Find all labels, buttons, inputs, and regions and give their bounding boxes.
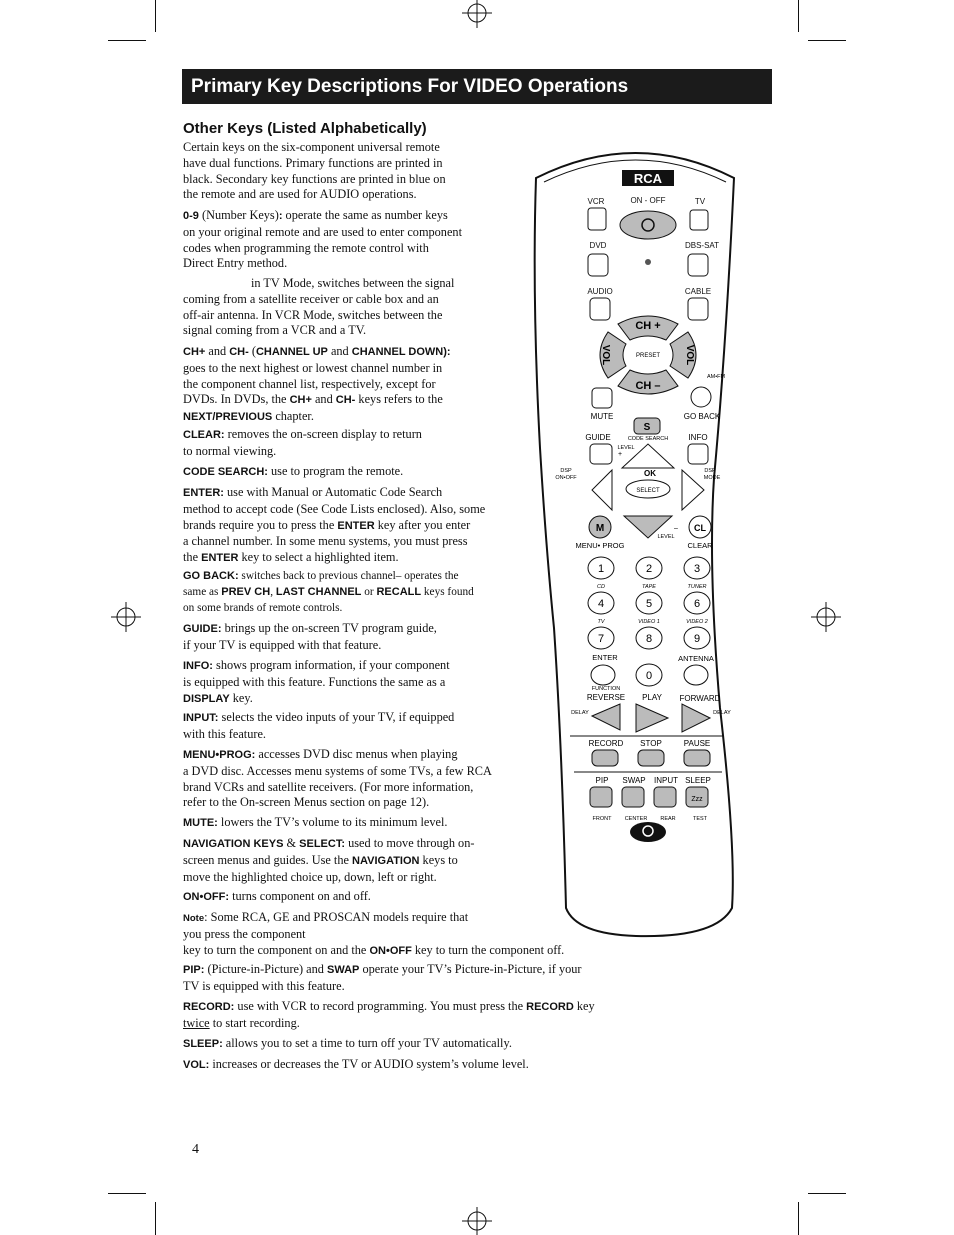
entry-mute: MUTE: lowers the TV’s volume to its minimum level. [183, 815, 448, 829]
label-audio: AUDIO [587, 287, 613, 296]
label-3: 3 [693, 563, 701, 575]
mute-button[interactable] [592, 388, 612, 408]
label-level-bottom: LEVEL [657, 534, 675, 540]
crop-mark [155, 1202, 156, 1235]
label-antenna: ANTENNA [678, 654, 714, 663]
entry-channel: CH+ and CH- (CHANNEL UP and CHANNEL DOWN): goes to the next highest or lowest channel number in the component channel list, respectively, except for DVDs. In DVDs, the CH+ and CH- keys refers to the NEXT/PREVIOUS chapter. [183, 344, 451, 424]
crop-mark [108, 40, 146, 41]
record-button[interactable] [592, 750, 618, 766]
label-select: SELECT [636, 488, 660, 494]
label-dvd: DVD [589, 241, 607, 250]
swap-button[interactable] [622, 787, 644, 807]
crop-mark [798, 0, 799, 32]
label-ok: OK [644, 469, 656, 478]
label-guide: GUIDE [585, 433, 611, 442]
entry-vol: VOL: increases or decreases the TV or AUDIO system’s volume level. [183, 1057, 529, 1071]
audio-button[interactable] [590, 298, 610, 320]
pip-button[interactable] [590, 787, 612, 807]
dvd-button[interactable] [588, 254, 608, 276]
label-s: S [643, 422, 651, 433]
entry-navigation: NAVIGATION KEYS & SELECT: used to move through on- screen menus and guides. Use the NAVIGATION keys to move the highlighted choice up, down, left or right. [183, 836, 475, 884]
label-0: 0 [645, 670, 653, 682]
label-enter: ENTER [592, 653, 618, 662]
registration-mark-top [460, 0, 494, 34]
label-9: 9 [693, 633, 701, 645]
label-play: PLAY [642, 693, 662, 702]
go-back-button[interactable] [691, 387, 711, 407]
label-video-2: VIDEO 2 [686, 619, 708, 625]
registration-mark-bottom [460, 1201, 494, 1235]
indicator-light [645, 259, 651, 265]
label-4: 4 [597, 598, 605, 610]
label-dsp-right: DSP [704, 468, 716, 474]
label-ch-plus: CH + [635, 320, 661, 332]
label-vcr: VCR [587, 197, 605, 206]
entry-enter: ENTER: use with Manual or Automatic Code Search method to accept code (See Code Lists enclosed). Also, some brands require you to press the ENTER key after you enter a channel number. In some menu systems, you must press the ENTER key to select a highlighted item. [183, 485, 486, 565]
label-menu-prog: MENU• PROG [575, 541, 625, 550]
crop-mark [108, 1193, 146, 1194]
label-code-search: CODE SEARCH [627, 436, 669, 442]
rca-logo-text: RCA [633, 171, 663, 186]
entry-record: RECORD: use with VCR to record programming. You must press the RECORD key twice to start recording. [183, 999, 595, 1030]
label-minus: – [674, 525, 678, 532]
section-heading: Other Keys (Listed Alphabetically) [183, 120, 427, 137]
label-go-back: GO BACK [683, 412, 721, 421]
label-video-1: VIDEO 1 [638, 619, 660, 625]
label-am-fm: AM•FM [706, 374, 726, 380]
tv-button[interactable] [690, 210, 708, 230]
label-info: INFO [688, 433, 708, 442]
label-pause: PAUSE [683, 739, 711, 748]
entry-on-off: ON•OFF: turns component on and off. [183, 889, 371, 903]
label-tuner: TUNER [687, 584, 707, 590]
label-delay-left: DELAY [571, 710, 589, 716]
remote-control-illustration [526, 148, 746, 938]
page-number: 4 [192, 1142, 199, 1157]
label-ch-minus: CH – [635, 380, 661, 392]
label-delay-right: DELAY [713, 710, 731, 716]
input-button[interactable] [654, 787, 676, 807]
label-stop: STOP [640, 739, 662, 748]
power-button[interactable] [620, 211, 676, 239]
help-button[interactable] [630, 822, 666, 842]
pause-button[interactable] [684, 750, 710, 766]
entry-go-back: GO BACK: switches back to previous channel– operates the same as PREV CH, LAST CHANNEL or RECALL keys found on some brands of remote controls. [183, 570, 474, 614]
dbs-sat-button[interactable] [688, 254, 708, 276]
page-title: Primary Key Descriptions For VIDEO Operations [182, 69, 772, 104]
vcr-button[interactable] [588, 208, 606, 230]
label-zzz: Zzz [691, 796, 703, 803]
crop-mark [798, 1202, 799, 1235]
label-5: 5 [645, 598, 653, 610]
entry-code-search: CODE SEARCH: use to program the remote. [183, 464, 404, 478]
entry-guide: GUIDE: brings up the on-screen TV program guide, if your TV is equipped with that feature. [183, 621, 437, 652]
label-sleep: SLEEP [685, 776, 711, 785]
label-vol-left: VOL [600, 344, 611, 366]
crop-mark [808, 40, 846, 41]
label-center: CENTER [624, 816, 648, 822]
label-test: TEST [692, 816, 708, 822]
label-tape: TAPE [642, 584, 656, 590]
label-cable: CABLE [684, 287, 712, 296]
antenna-button[interactable] [684, 665, 708, 685]
label-dsp-on-off: ON•OFF [555, 475, 577, 481]
crop-mark [808, 1193, 846, 1194]
label-2: 2 [645, 563, 653, 575]
intro-paragraph: Certain keys on the six-component universal remote have dual functions. Primary functions are printed in black. Secondary key functions are printed in blue on the remote and are used for AUDIO operations. [183, 140, 446, 202]
label-plus: + [617, 451, 623, 458]
registration-mark-left [109, 600, 143, 634]
entry-input: INPUT: selects the video inputs of your TV, if equipped with this feature. [183, 710, 455, 741]
label-cd: CD [597, 584, 605, 590]
label-dsp-left: DSP [560, 468, 572, 474]
label-8: 8 [645, 633, 653, 645]
cable-button[interactable] [688, 298, 708, 320]
label-level-top: LEVEL [617, 445, 635, 451]
label-m: M [595, 523, 605, 534]
label-rear: REAR [660, 816, 676, 822]
enter-button[interactable] [591, 665, 615, 685]
entry-clear: CLEAR: removes the on-screen display to return to normal viewing. [183, 427, 422, 458]
label-7: 7 [597, 633, 605, 645]
label-mute: MUTE [590, 412, 614, 421]
label-dsp-mode: MODE [703, 475, 721, 481]
label-preset: PRESET [635, 353, 661, 359]
entry-number-keys: 0-9 (Number Keys): operate the same as number keys on your original remote and are used to enter component codes when programming the remote control with Direct Entry method. [183, 208, 462, 271]
note: Note: Some RCA, GE and PROSCAN models require that you press the component key to turn the component on and the ON•OFF key to turn the component off. [183, 910, 565, 957]
info-button[interactable] [688, 444, 708, 464]
label-front: FRONT [592, 816, 612, 822]
label-forward: FORWARD [679, 694, 721, 703]
entry-sleep: SLEEP: allows you to set a time to turn off your TV automatically. [183, 1036, 512, 1050]
label-1: 1 [597, 563, 605, 575]
label-function: FUNCTION [591, 686, 621, 692]
label-record: RECORD [588, 739, 624, 748]
entry-info: INFO: shows program information, if your component is equipped with this feature. Functions the same as a DISPLAY key. [183, 658, 450, 705]
label-pip: PIP [595, 776, 609, 785]
registration-mark-right [809, 600, 843, 634]
crop-mark [155, 0, 156, 32]
label-6: 6 [693, 598, 701, 610]
label-swap: SWAP [622, 776, 646, 785]
label-on-off: ON - OFF [630, 196, 666, 205]
label-reverse: REVERSE [586, 693, 626, 702]
guide-button[interactable] [590, 444, 612, 464]
label-tv-sub: TV [597, 619, 605, 625]
label-dbs-sat: DBS-SAT [684, 241, 720, 250]
entry-pip: PIP: (Picture-in-Picture) and SWAP operate your TV’s Picture-in-Picture, if your TV is equipped with this feature. [183, 962, 582, 993]
label-cl: CL [694, 523, 706, 533]
entry-antenna: in TV Mode, switches between the signal coming from a satellite receiver or cable box and an off-air antenna. In VCR Mode, switches between the signal coming from a VCR and a TV. [183, 276, 455, 338]
entry-menu-prog: MENU•PROG: accesses DVD disc menus when playing a DVD disc. Accesses menu systems of some TVs, a few RCA brand VCRs and satellite receivers. (For more information, refer to the On-screen Menus section on page 12). [183, 747, 492, 810]
label-clear: CLEAR [687, 541, 713, 550]
stop-button[interactable] [638, 750, 664, 766]
label-vol-right: VOL [684, 344, 695, 366]
label-input: INPUT [654, 776, 678, 785]
label-tv: TV [694, 197, 706, 206]
